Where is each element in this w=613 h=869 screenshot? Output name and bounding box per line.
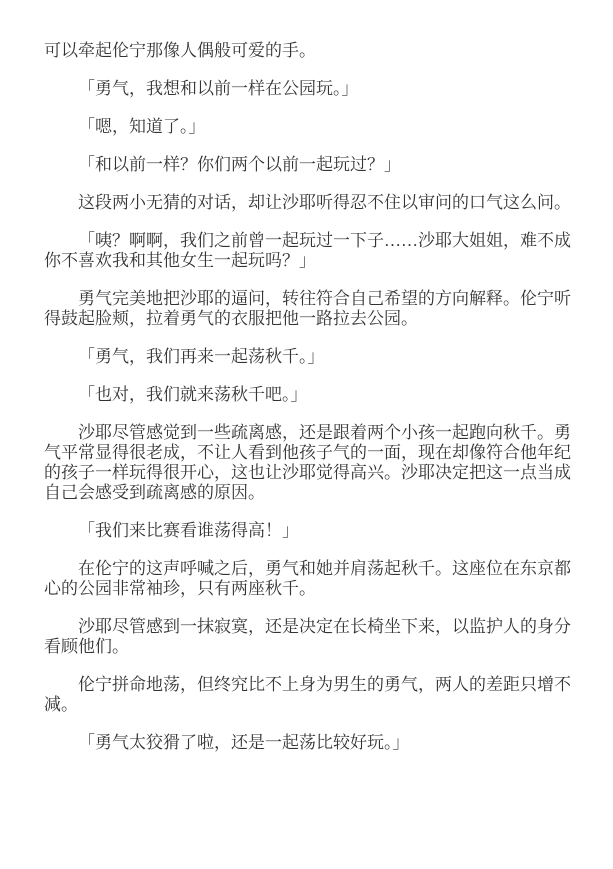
paragraph: 「咦？啊啊，我们之前曾一起玩过一下子……沙耶大姐姐，难不成你不喜欢我和其他女生一起玩吗？」	[44, 231, 571, 270]
paragraph: 可以牵起伦宁那像人偶般可爱的手。	[44, 41, 316, 60]
paragraph: 伦宁拼命地荡，但终究比不上身为男生的勇气，两人的差距只增不减。	[44, 675, 571, 714]
paragraph: 沙耶尽管感到一抹寂寞，还是决定在长椅坐下来，以监护人的身分看顾他们。	[44, 617, 571, 656]
paragraph: 在伦宁的这声呼喊之后，勇气和她并肩荡起秋千。这座位在东京都心的公园非常袖珍，只有两座秋千。	[44, 559, 571, 598]
text-body	[44, 41, 571, 753]
paragraph: 勇气完美地把沙耶的逼问，转往符合自己希望的方向解释。伦宁听得鼓起脸颊，拉着勇气的衣服把他一路拉去公园。	[44, 289, 571, 328]
paragraph: 「勇气太狡猾了啦，还是一起荡比较好玩。」	[78, 733, 410, 752]
paragraph: 「嗯，知道了。」	[78, 117, 206, 136]
paragraph: 「和以前一样？你们两个以前一起玩过？」	[78, 155, 401, 174]
paragraph: 「也对，我们就来荡秋千吧。」	[78, 385, 308, 404]
paragraph: 「勇气，我们再来一起荡秋千。」	[78, 347, 325, 366]
paragraph: 沙耶尽管感觉到一些疏离感，还是跟着两个小孩一起跑向秋千。勇气平常显得很老成，不让人看到他孩子气的一面，现在却像符合他年纪的孩子一样玩得很开心，这也让沙耶觉得高兴。沙耶决定把这一点当成自己会感受到疏离感的原因。	[44, 423, 571, 502]
paragraph: 这段两小无猜的对话，却让沙耶听得忍不住以审问的口气这么问。	[78, 193, 571, 212]
paragraph: 「我们来比赛看谁荡得高！」	[78, 521, 299, 540]
paragraph: 「勇气，我想和以前一样在公园玩。」	[78, 79, 359, 98]
